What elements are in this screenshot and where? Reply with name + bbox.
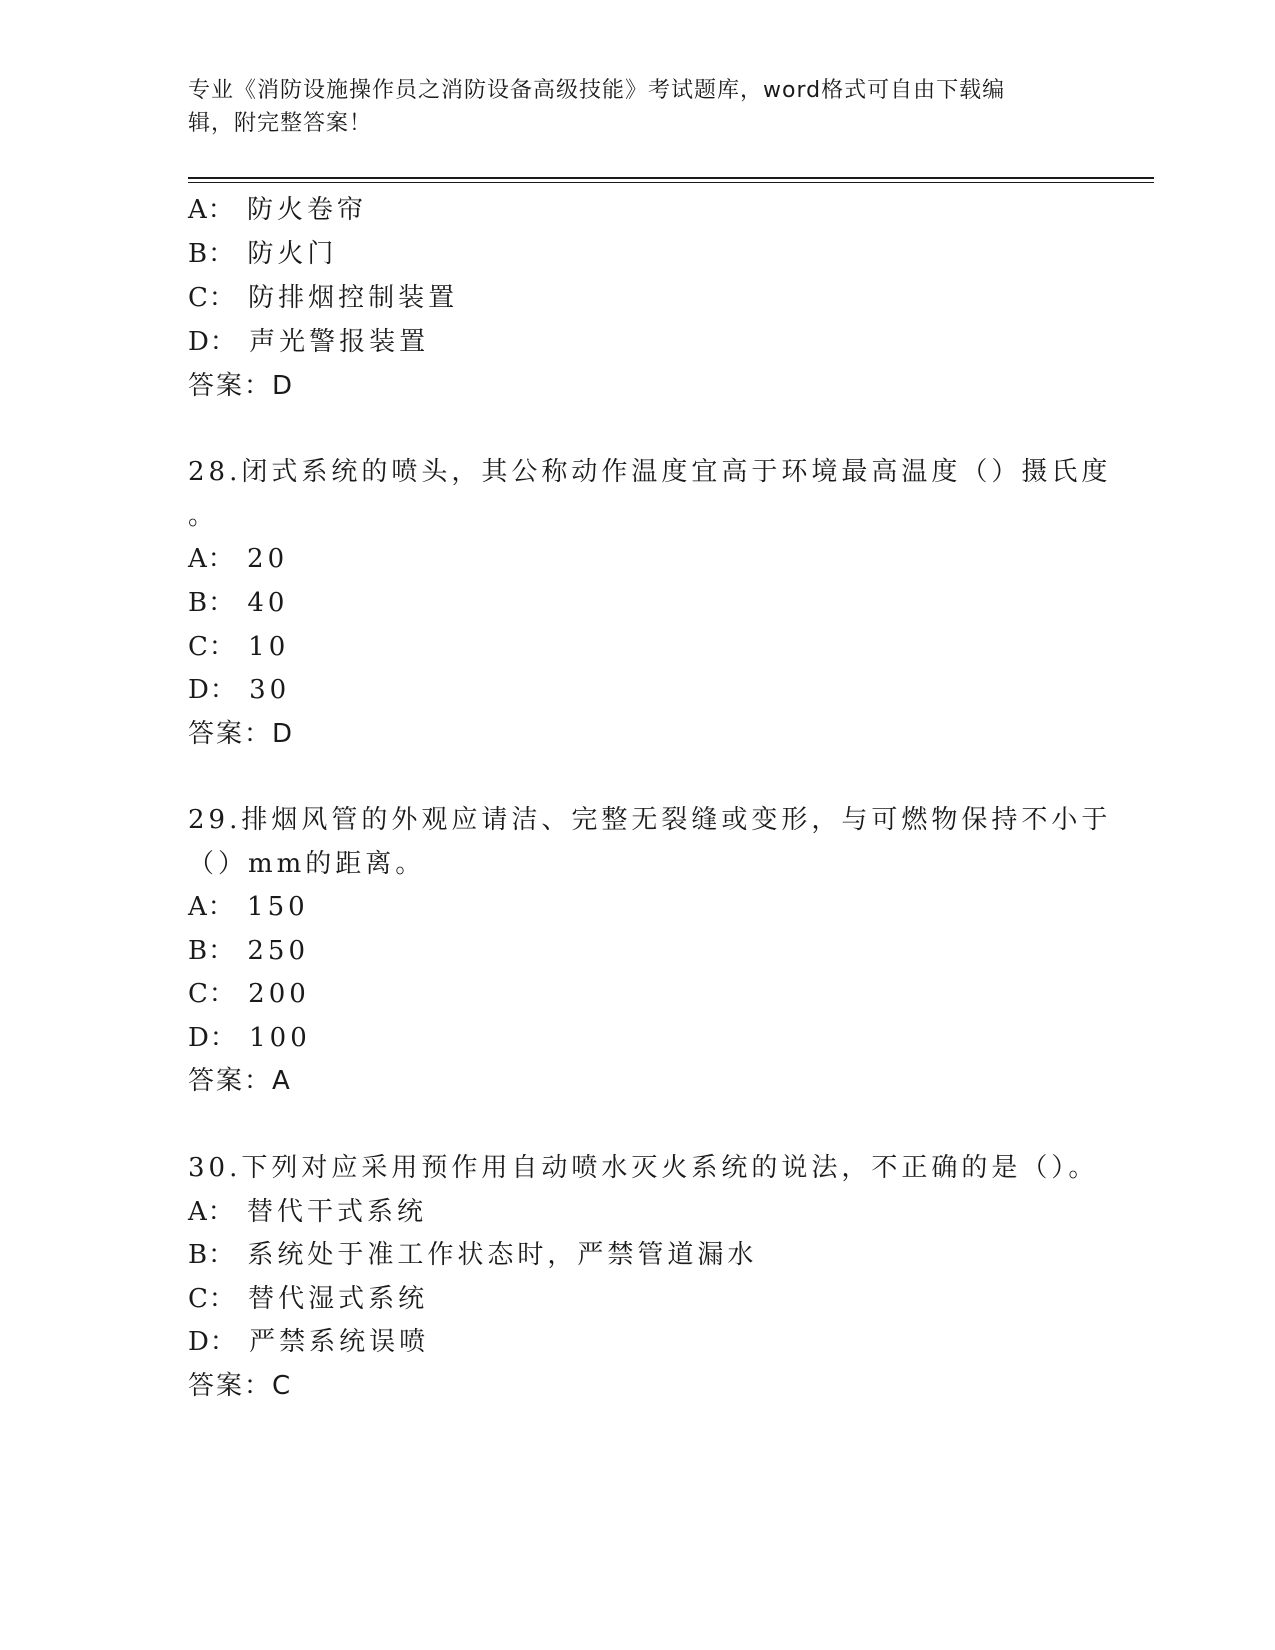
option-letter: D： bbox=[188, 327, 237, 357]
answer-line: 答案：D bbox=[188, 719, 295, 749]
option-b bbox=[188, 237, 337, 271]
answer-line: 答案：D bbox=[188, 371, 295, 401]
header-divider bbox=[188, 177, 1154, 179]
option-text: 替代湿式系统 bbox=[248, 1284, 429, 1314]
option-c bbox=[188, 281, 458, 315]
option-text: 30 bbox=[249, 675, 291, 705]
option-letter: D： bbox=[188, 1327, 237, 1357]
option-text: 250 bbox=[247, 936, 310, 966]
option-letter: C： bbox=[188, 979, 236, 1009]
option-text: 替代干式系统 bbox=[247, 1197, 428, 1227]
answer-line: 答案：C bbox=[188, 1371, 293, 1401]
option-c bbox=[188, 1282, 428, 1316]
question-text-line-1: 29.排烟风管的外观应请洁、完整无裂缝或变形，与可燃物保持不小于 bbox=[188, 805, 1112, 835]
option-d bbox=[188, 325, 429, 359]
question-text-line-1: 28.闭式系统的喷头，其公称动作温度宜高于环境最高温度（）摄氏度 bbox=[188, 457, 1112, 487]
option-text: 防排烟控制装置 bbox=[248, 283, 459, 313]
option-letter: A： bbox=[188, 544, 235, 574]
option-d bbox=[188, 1325, 429, 1359]
option-letter: A： bbox=[188, 1197, 235, 1227]
option-letter: C： bbox=[188, 1284, 236, 1314]
header-line-2: 辑，附完整答案！ bbox=[188, 111, 373, 136]
option-letter: B： bbox=[188, 936, 236, 966]
option-text: 40 bbox=[247, 588, 289, 618]
document-header bbox=[188, 74, 1068, 140]
option-b bbox=[188, 934, 309, 968]
question-text-line-2: 。 bbox=[188, 501, 219, 531]
option-text: 200 bbox=[248, 979, 310, 1009]
option-text: 100 bbox=[249, 1023, 311, 1053]
option-text: 系统处于准工作状态时，严禁管道漏水 bbox=[247, 1240, 758, 1270]
option-letter: B： bbox=[188, 1240, 236, 1270]
answer-line: 答案：A bbox=[188, 1066, 292, 1096]
option-letter: B： bbox=[188, 239, 236, 269]
option-a bbox=[188, 890, 309, 924]
option-letter: A： bbox=[188, 892, 235, 922]
option-a bbox=[188, 193, 367, 227]
option-text: 声光警报装置 bbox=[249, 327, 430, 357]
question-text-line-2: （）mm的距离。 bbox=[188, 849, 426, 879]
option-text: 防火门 bbox=[247, 239, 338, 269]
question-text-line-1: 30.下列对应采用预作用自动喷水灭火系统的说法，不正确的是（）。 bbox=[188, 1153, 1099, 1183]
option-d bbox=[188, 673, 290, 707]
header-line-1: 专业《消防设施操作员之消防设备高级技能》考试题库，word格式可自由下载编 bbox=[188, 78, 1006, 103]
option-text: 20 bbox=[247, 544, 289, 574]
option-d bbox=[188, 1021, 311, 1055]
option-c bbox=[188, 630, 289, 664]
option-text: 10 bbox=[248, 632, 290, 662]
option-text: 防火卷帘 bbox=[247, 195, 368, 225]
option-a bbox=[188, 1195, 427, 1229]
option-letter: A： bbox=[188, 195, 235, 225]
option-c bbox=[188, 977, 310, 1011]
option-letter: D： bbox=[188, 675, 237, 705]
option-letter: C： bbox=[188, 632, 236, 662]
option-b bbox=[188, 1238, 757, 1272]
header-divider-thin bbox=[188, 182, 1154, 183]
option-text: 150 bbox=[247, 892, 309, 922]
option-a bbox=[188, 542, 288, 576]
option-b bbox=[188, 586, 288, 620]
option-letter: B： bbox=[188, 588, 236, 618]
option-letter: C： bbox=[188, 283, 236, 313]
option-text: 严禁系统误喷 bbox=[249, 1327, 430, 1357]
option-letter: D： bbox=[188, 1023, 237, 1053]
